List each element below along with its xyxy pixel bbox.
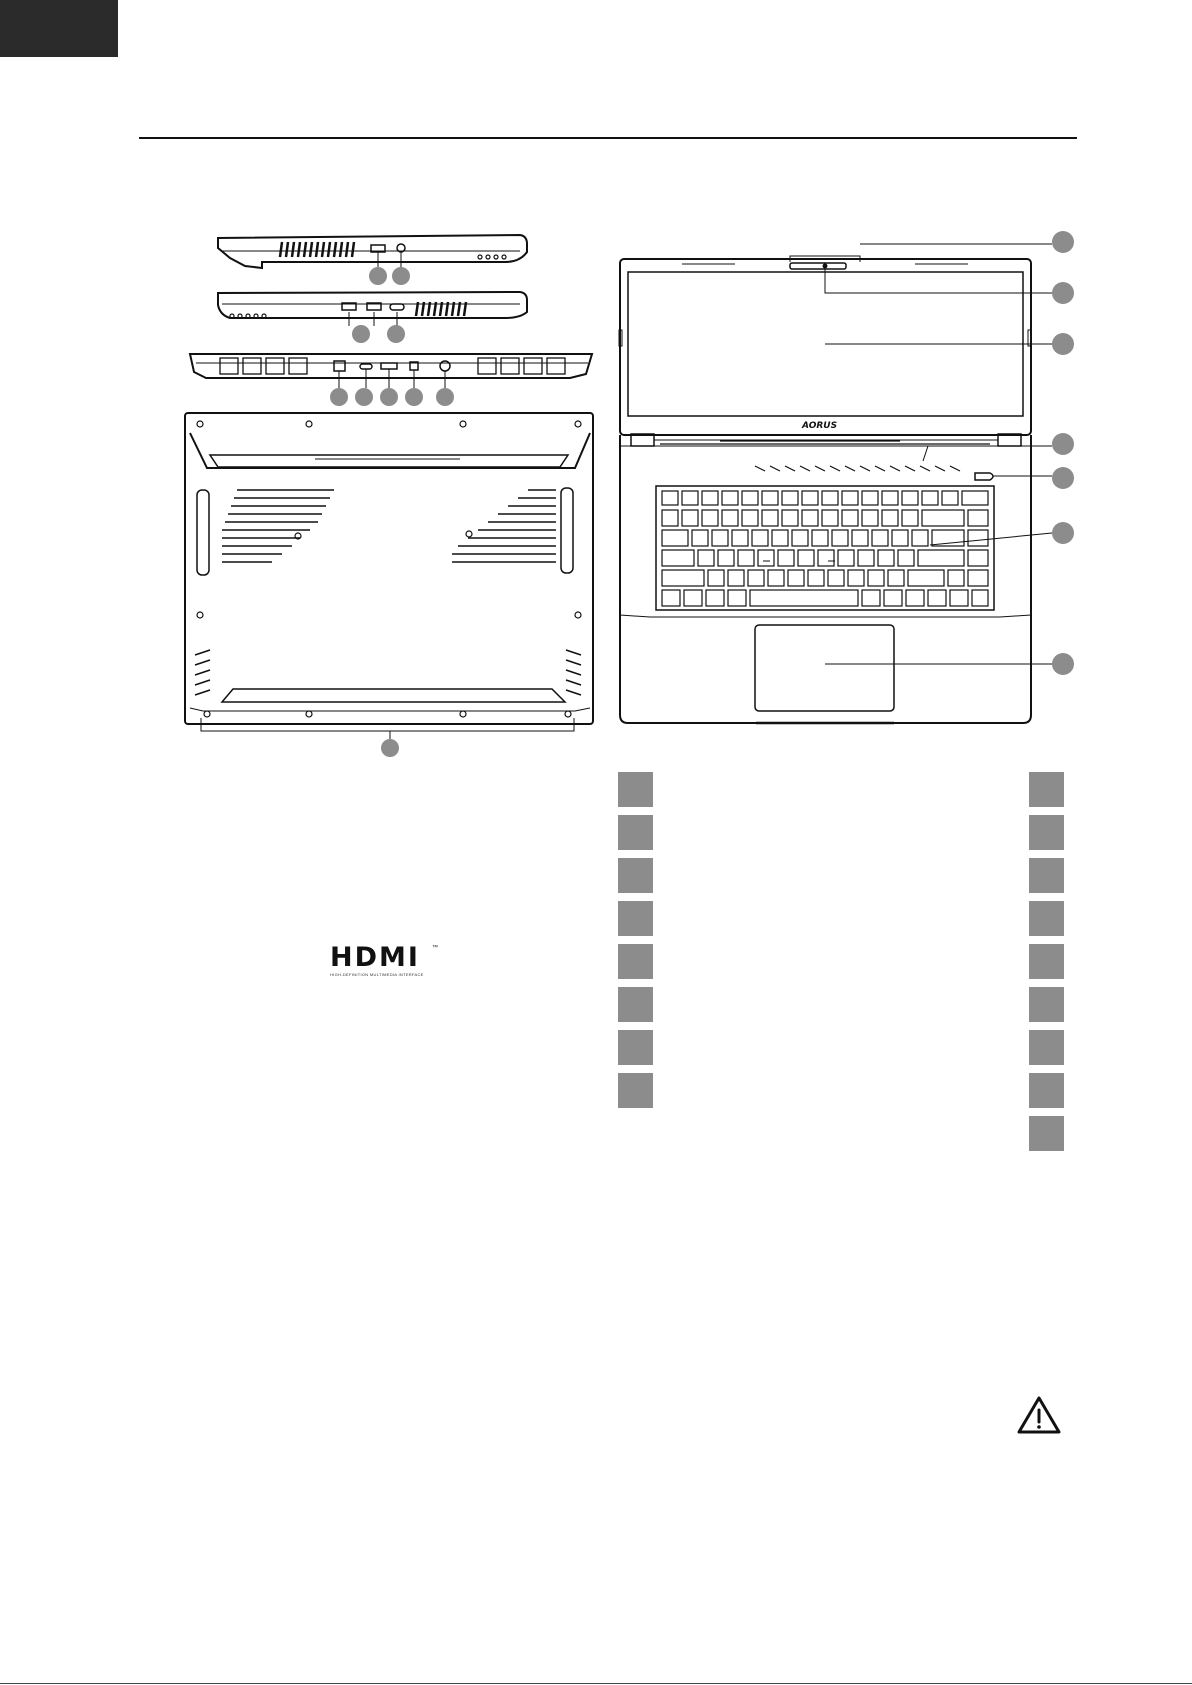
callout-marker: [405, 388, 423, 406]
legend-number-box: [1029, 1030, 1064, 1065]
legend-number-box: [1029, 901, 1064, 936]
legend-number-box: [1029, 815, 1064, 850]
legend-number-box: [618, 987, 653, 1022]
legend-number-box: [618, 815, 653, 850]
callout-marker: [1052, 231, 1074, 253]
callout-marker: [380, 388, 398, 406]
callout-marker: [1052, 433, 1074, 455]
front-view: [619, 231, 1074, 723]
callout-marker: [436, 388, 454, 406]
legend-number-box: [618, 1073, 653, 1108]
legend-number-box: [618, 1030, 653, 1065]
callout-marker: [355, 388, 373, 406]
footer-rule: [0, 1683, 1192, 1684]
legend-number-box: [618, 901, 653, 936]
callout-marker: [330, 388, 348, 406]
callout-marker: [1052, 467, 1074, 489]
legend-number-box: [1029, 858, 1064, 893]
callout-marker: [381, 739, 399, 757]
hdmi-trademark: ™: [432, 945, 438, 951]
legend-number-box: [618, 772, 653, 807]
callout-marker: [1052, 333, 1074, 355]
legend-number-box: [1029, 1116, 1064, 1151]
left-side-view: [218, 235, 527, 285]
callout-marker: [1052, 522, 1074, 544]
callout-marker: [387, 325, 405, 343]
hdmi-tagline: HIGH-DEFINITION MULTIMEDIA INTERFACE: [330, 972, 424, 977]
callout-marker: [369, 267, 387, 285]
bottom-view: [185, 413, 593, 757]
warning-triangle-icon: [1016, 1395, 1062, 1435]
legend-number-box: [618, 858, 653, 893]
callout-marker: [1052, 282, 1074, 304]
legend-number-box: [1029, 987, 1064, 1022]
legend-number-box: [618, 944, 653, 979]
laptop-brand-logo: AORUS: [802, 421, 838, 431]
hdmi-logo: [330, 942, 438, 978]
rear-view: [190, 354, 592, 406]
legend-number-box: [1029, 944, 1064, 979]
callout-marker: [392, 267, 410, 285]
right-side-view: [218, 292, 527, 343]
hdmi-logo-word: HDMI: [330, 942, 420, 973]
callout-marker: [1052, 653, 1074, 675]
callout-marker: [352, 325, 370, 343]
legend-number-box: [1029, 1073, 1064, 1108]
legend-number-box: [1029, 772, 1064, 807]
